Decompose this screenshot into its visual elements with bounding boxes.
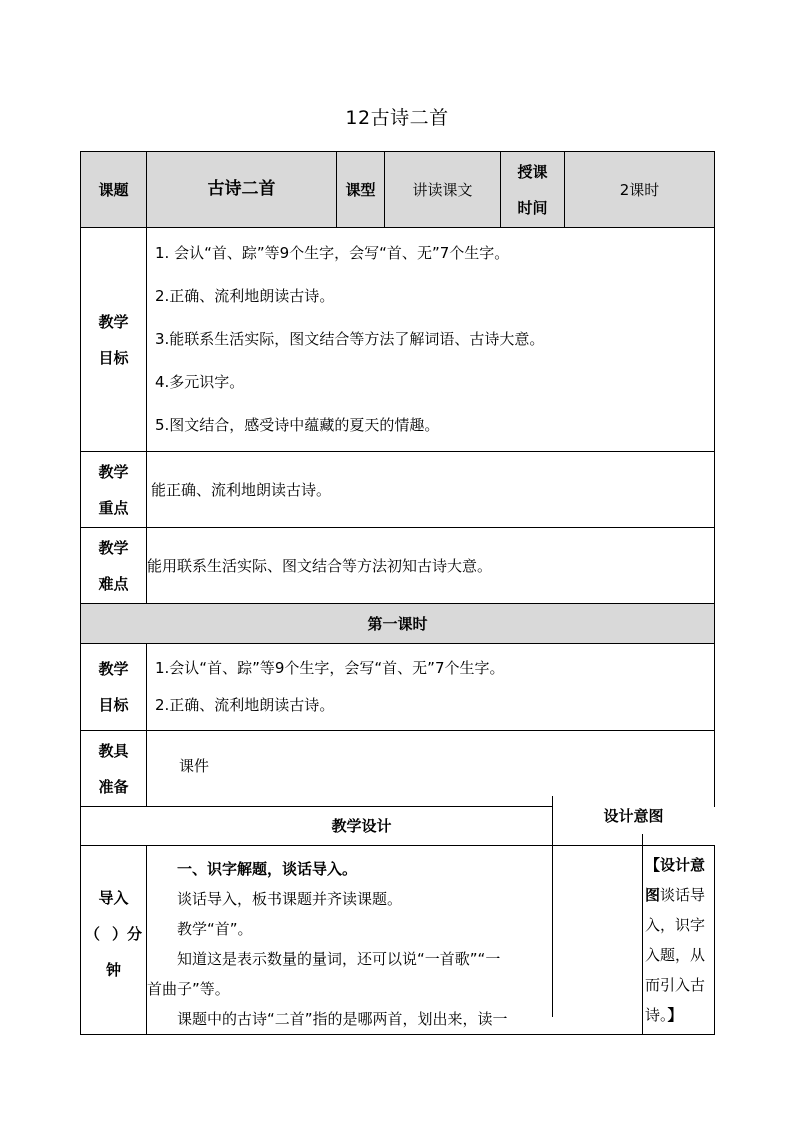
key-points-label-line1: 教学 bbox=[98, 462, 129, 481]
lesson-plan-table bbox=[80, 151, 714, 1035]
goal-item: 2.正确、流利地朗读古诗。 bbox=[155, 696, 335, 714]
design-line: 谈话导入，板书课题并齐读课题。 bbox=[177, 890, 403, 908]
lesson-one-goals-row bbox=[81, 644, 715, 731]
tools-label bbox=[81, 731, 147, 807]
stage-label-line3: 钟 bbox=[105, 961, 121, 979]
time-label bbox=[501, 152, 565, 228]
design-line: 知道这是表示数量的量词，还可以说“一首歌”“一 bbox=[177, 950, 501, 968]
lesson-one-heading-row bbox=[81, 604, 715, 644]
intent-header-overlay bbox=[552, 796, 714, 834]
lesson-one-goals-label bbox=[81, 644, 147, 731]
design-line: 课题中的古诗“二首”指的是哪两首，划出来，读一 bbox=[177, 1010, 508, 1028]
topic-label: 课题 bbox=[81, 152, 147, 228]
lesson-one-goals-list bbox=[147, 644, 715, 731]
design-line: 首曲子”等。 bbox=[147, 980, 230, 998]
design-column-header: 教学设计 bbox=[81, 807, 643, 846]
key-points-label-line2: 重点 bbox=[98, 498, 129, 517]
time-label-line1: 授课 bbox=[517, 162, 548, 181]
difficulties-label-line2: 难点 bbox=[98, 574, 129, 593]
time-value: 2课时 bbox=[565, 152, 715, 228]
stage-minutes-open: （ bbox=[84, 925, 100, 943]
design-section-title: 一、识字解题，谈话导入。 bbox=[177, 860, 358, 878]
tools-label-line1: 教具 bbox=[98, 741, 129, 760]
design-content bbox=[147, 846, 643, 1035]
design-body-row bbox=[81, 846, 715, 1035]
intent-close: 】 bbox=[667, 1006, 683, 1024]
intent-label: 【设计意图 bbox=[645, 856, 706, 904]
objectives-row bbox=[81, 228, 715, 452]
stage-minutes-close: ）分 bbox=[112, 925, 143, 943]
stage-label bbox=[81, 846, 147, 1035]
type-value: 讲读课文 bbox=[385, 152, 501, 228]
tools-label-line2: 准备 bbox=[98, 777, 129, 796]
objective-item: 4.多元识字。 bbox=[155, 373, 245, 391]
type-label: 课型 bbox=[337, 152, 385, 228]
objectives-label-line1: 教学 bbox=[98, 312, 129, 331]
tools-value: 课件 bbox=[147, 731, 715, 807]
stage-label-line1: 导入 bbox=[98, 889, 129, 907]
key-points-label bbox=[81, 452, 147, 528]
stage-label-line2 bbox=[83, 916, 144, 952]
objective-item: 3.能联系生活实际，图文结合等方法了解词语、古诗大意。 bbox=[155, 330, 545, 348]
design-line: 教学“首”。 bbox=[177, 920, 253, 938]
design-intent bbox=[643, 846, 715, 1035]
lesson-one-goals-label-line1: 教学 bbox=[98, 660, 129, 678]
difficulties-value: 能用联系生活实际、图文结合等方法初知古诗大意。 bbox=[147, 528, 715, 604]
objectives-list bbox=[147, 228, 715, 452]
difficulties-row bbox=[81, 528, 715, 604]
difficulties-label bbox=[81, 528, 147, 604]
objective-item: 5.图文结合，感受诗中蕴藏的夏天的情趣。 bbox=[155, 416, 440, 434]
objectives-label bbox=[81, 228, 147, 452]
key-points-value: 能正确、流利地朗读古诗。 bbox=[147, 452, 715, 528]
objective-item: 1. 会认“首、踪”等9个生字，会写“首、无”7个生字。 bbox=[155, 244, 510, 262]
topic-value: 古诗二首 bbox=[147, 152, 337, 228]
time-label-line2: 时间 bbox=[517, 198, 548, 217]
objectives-label-line2: 目标 bbox=[98, 348, 129, 367]
header-row bbox=[81, 152, 715, 228]
page-title: 12古诗二首 bbox=[345, 107, 449, 129]
difficulties-label-line1: 教学 bbox=[98, 538, 129, 557]
intent-header-text: 设计意图 bbox=[603, 806, 664, 825]
objective-item: 2.正确、流利地朗读古诗。 bbox=[155, 287, 335, 305]
intent-text: 谈话导入，识字入题，从而引入古诗。 bbox=[645, 886, 706, 1024]
lesson-one-goals-label-line2: 目标 bbox=[98, 696, 129, 714]
key-points-row bbox=[81, 452, 715, 528]
intent-divider bbox=[552, 834, 553, 1017]
lesson-one-heading: 第一课时 bbox=[81, 604, 715, 644]
goal-item: 1.会认“首、踪”等9个生字，会写“首、无”7个生字。 bbox=[155, 659, 505, 677]
